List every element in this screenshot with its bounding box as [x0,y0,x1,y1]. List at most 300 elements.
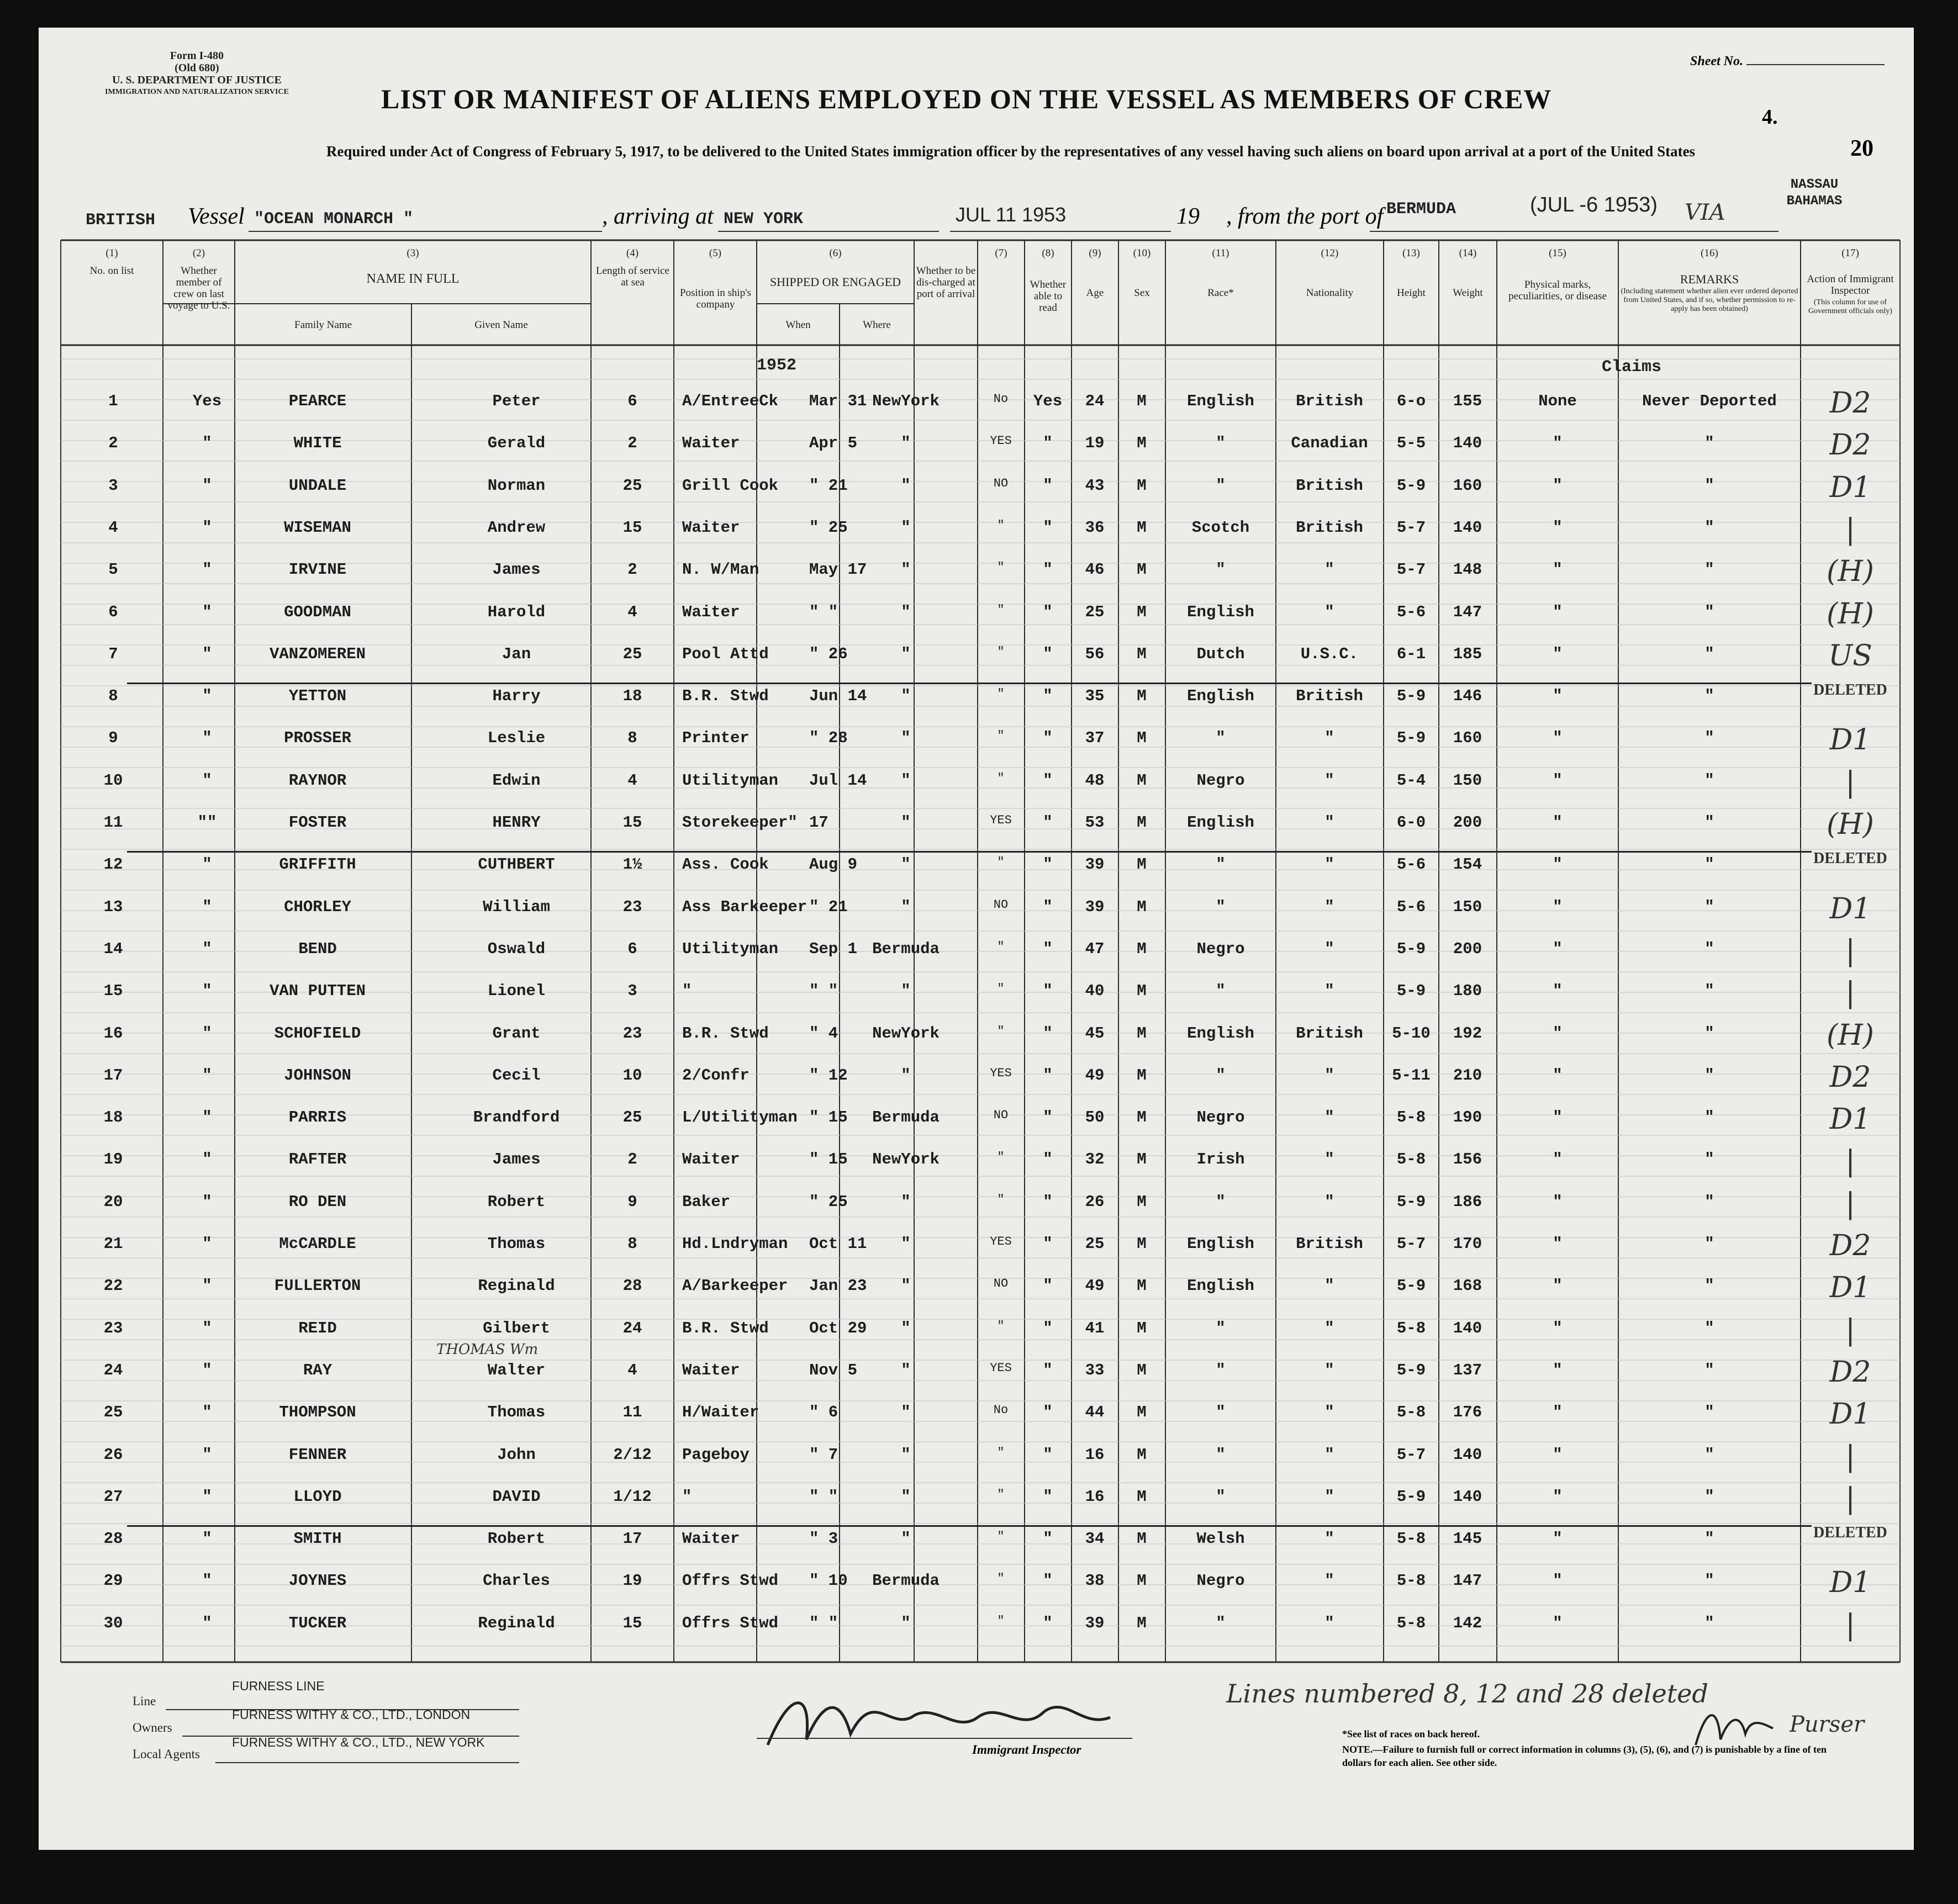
cell-sex: M [1137,729,1147,748]
cell-position: Baker [682,1192,731,1211]
cell-family: JOYNES [288,1572,347,1590]
cell-read: " [1043,602,1053,621]
header-shipped-engaged: SHIPPED OR ENGAGED [769,275,901,289]
cell-where: " [901,1530,911,1548]
cell-discharge: " [997,982,1005,996]
cell-position: Hd.Lndryman [682,1235,788,1253]
cell-weight: 140 [1453,434,1482,453]
cell-family: GOODMAN [284,602,351,621]
cell-when: Jan 23 [809,1277,867,1295]
cell-given: Gerald [487,434,546,453]
cell-position: Waiter [682,1361,740,1379]
cell-race: Negro [1196,939,1245,958]
cell-no: 15 [103,982,123,1001]
cell-given: Robert [487,1192,546,1211]
cell-height: 5-8 [1396,1319,1426,1337]
cell-sex: M [1137,982,1147,1001]
cell-height: 6-1 [1396,644,1426,663]
cell-sex: M [1137,1361,1147,1379]
cell-action: D1 [1829,1271,1871,1305]
column-number: (1) [105,247,118,259]
cell-crew: " [202,1614,212,1632]
column-number: (14) [1459,247,1477,259]
cell-position: Waiter [682,1530,740,1548]
cell-discharge: " [997,687,1005,701]
header-weight: Weight [1453,287,1483,299]
cell-sex: M [1137,644,1147,663]
cell-remarks: " [1704,1150,1714,1169]
cell-crew: " [202,1361,212,1379]
cell-service: 17 [622,1530,642,1548]
cell-action: | [1845,1608,1855,1642]
cell-age: 25 [1085,1235,1105,1253]
cell-discharge: NO [993,897,1009,912]
cell-race: " [1216,1319,1226,1337]
cell-nationality: " [1324,855,1334,874]
cell-age: 49 [1085,1066,1105,1085]
cell-family: RAYNOR [288,771,347,790]
cell-weight: 160 [1453,476,1482,495]
cell-no: 3 [108,476,118,495]
departure-port: BERMUDA [1386,200,1456,219]
cell-remarks: " [1704,434,1714,453]
cell-remarks: " [1704,1614,1714,1632]
cell-height: 5-9 [1396,1277,1426,1295]
arriving-label: , arriving at [602,204,714,229]
cell-weight: 140 [1453,1445,1482,1464]
cell-family: RAY [303,1361,333,1379]
cell-where: " [901,855,911,874]
cell-no: 13 [103,897,123,916]
cell-read: " [1043,1361,1053,1379]
cell-weight: 146 [1453,687,1482,706]
cell-crew: " [202,518,212,537]
cell-weight: 140 [1453,518,1482,537]
page-subtitle: Required under Act of Congress of February 5, 1917, to be delivered to the United States immigration officer by the representatives of any vessel having such aliens on board upon arrival at a port of the United States [326,143,1696,160]
cell-read: " [1043,1150,1053,1169]
from-port-label: , from the port of [1226,204,1384,229]
service-name: IMMIGRATION AND NATURALIZATION SERVICE [105,88,289,96]
cell-height: 5-4 [1396,771,1426,790]
form-number: Form I-480 [170,50,224,62]
shipped-year-note: 1952 [757,356,797,375]
cell-weight: 137 [1453,1361,1482,1379]
fine-note: NOTE.—Failure to furnish full or correct information in columns (3), (5), (6), and (7) is punishable by a fine of ten dollars for each alien. See other side. [1342,1744,1827,1768]
cell-family: WISEMAN [284,518,351,537]
cell-when: " 28 [809,729,848,748]
arrival-date-stamp: JUL 11 1953 [956,203,1067,226]
via-note: VIA [1685,200,1725,225]
cell-marks: " [1553,1572,1563,1590]
cell-height: 5-9 [1396,1192,1426,1211]
cell-family: SCHOFIELD [274,1024,361,1043]
cell-nationality: " [1324,897,1334,916]
deleted-lines-note: Lines numbered 8, 12 and 28 deleted [1226,1679,1708,1709]
cell-crew: " [202,1150,212,1169]
cell-given: Thomas [487,1403,546,1422]
year-label: 19 [1176,204,1200,229]
cell-service: 28 [622,1277,642,1295]
cell-weight: 150 [1453,897,1482,916]
cell-when: " 21 [809,476,848,495]
cell-no: 25 [103,1403,123,1422]
cell-action: DELETED [1813,850,1887,868]
cell-given: DAVID [492,1487,541,1506]
remarks-claims-note: Claims [1602,358,1662,377]
shipping-line: FURNESS LINE [232,1679,325,1693]
cell-crew: " [202,982,212,1001]
cell-remarks: " [1704,729,1714,748]
cell-crew: " [202,1319,212,1337]
cell-height: 5-8 [1396,1150,1426,1169]
via-port: NASSAU BAHAMAS [1786,177,1843,209]
cell-position: Ass. Cook [682,855,769,874]
cell-age: 19 [1085,434,1105,453]
cell-no: 19 [103,1150,123,1169]
cell-where: NewYork [872,1150,940,1169]
cell-remarks: " [1704,939,1714,958]
cell-where: " [901,476,911,495]
cell-marks: " [1553,1530,1563,1548]
cell-race: " [1216,1614,1226,1632]
purser-title: Purser [1790,1712,1865,1737]
cell-race: Dutch [1196,644,1245,663]
cell-marks: " [1553,644,1563,663]
cell-remarks: " [1704,1024,1714,1043]
cell-service: 19 [622,1572,642,1590]
cell-action: | [1845,1145,1855,1178]
cell-no: 8 [108,687,118,706]
cell-position: Waiter [682,602,740,621]
column-number: (9) [1089,247,1101,259]
cell-weight: 148 [1453,560,1482,579]
cell-given: Harry [492,687,541,706]
cell-remarks: Never Deported [1642,392,1777,410]
cell-where: Bermuda [872,1108,940,1127]
cell-discharge: " [997,729,1005,743]
cell-where: " [901,982,911,1001]
page-number: 20 [1850,136,1873,161]
cell-crew: " [202,1066,212,1085]
cell-age: 45 [1085,1024,1105,1043]
cell-position: A/Barkeeper [682,1277,788,1295]
cell-where: " [901,813,911,832]
cell-crew: Yes [192,392,222,410]
header-age: Age [1086,287,1104,299]
cell-service: 4 [627,602,637,621]
cell-weight: 145 [1453,1530,1482,1548]
cell-nationality: " [1324,982,1334,1001]
cell-weight: 160 [1453,729,1482,748]
cell-marks: " [1553,560,1563,579]
cell-marks: " [1553,813,1563,832]
cell-where: NewYork [872,392,940,410]
cell-height: 5-6 [1396,855,1426,874]
header-nationality: Nationality [1306,287,1354,299]
cell-race: Negro [1196,1108,1245,1127]
cell-marks: " [1553,1403,1563,1422]
cell-given: James [492,1150,541,1169]
cell-crew: " [202,855,212,874]
column-number: (15) [1549,247,1566,259]
cell-family: PEARCE [288,392,347,410]
cell-family: FULLERTON [274,1277,361,1295]
cell-discharge: NO [993,1108,1009,1123]
cell-crew: " [202,1235,212,1253]
cell-marks: " [1553,1192,1563,1211]
cell-family: WHITE [293,434,342,453]
cell-family: REID [298,1319,337,1337]
cell-action: D2 [1829,1355,1871,1389]
cell-age: 26 [1085,1192,1105,1211]
cell-nationality: British [1296,687,1363,706]
cell-service: 11 [622,1403,642,1422]
cell-height: 5-7 [1396,1445,1426,1464]
cell-crew: " [202,1403,212,1422]
header-discharged: Whether to be dis-charged at port of arrival [916,265,976,300]
cell-action: D1 [1829,892,1871,925]
cell-read: " [1043,560,1053,579]
cell-when: " 15 [809,1108,848,1127]
cell-nationality: " [1324,560,1334,579]
cell-race: Negro [1196,771,1245,790]
cell-remarks: " [1704,1445,1714,1464]
cell-discharge: YES [990,813,1012,827]
cell-height: 5-9 [1396,729,1426,748]
cell-family: THOMPSON [279,1403,356,1422]
departure-date-stamp: (JUL -6 1953) [1530,193,1658,216]
cell-service: 8 [627,1235,637,1253]
cell-read: " [1043,1530,1053,1548]
cell-position: B.R. Stwd [682,1319,769,1337]
cell-when: Jun 14 [809,687,867,706]
cell-height: 5-7 [1396,518,1426,537]
cell-action: D1 [1829,470,1871,504]
cell-nationality: British [1296,1024,1363,1043]
cell-action: DELETED [1813,681,1887,699]
column-number: (7) [995,247,1007,259]
cell-weight: 154 [1453,855,1482,874]
cell-age: 40 [1085,982,1105,1001]
cell-discharge: YES [990,1235,1012,1249]
cell-marks: " [1553,518,1563,537]
cell-sex: M [1137,476,1147,495]
form-old-number: (Old 680) [175,62,219,74]
cell-position: Waiter [682,434,740,453]
department-name: U. S. DEPARTMENT OF JUSTICE [112,74,282,86]
cell-read: " [1043,1277,1053,1295]
cell-family: RO DEN [288,1192,347,1211]
cell-race: " [1216,729,1226,748]
header-height: Height [1397,287,1426,299]
cell-race: English [1187,392,1254,410]
cell-crew: " [202,1572,212,1590]
cell-marks: " [1553,1235,1563,1253]
cell-where: " [901,1487,911,1506]
cell-position: " [682,982,692,1001]
cell-read: Yes [1033,392,1063,410]
cell-height: 5-11 [1392,1066,1431,1085]
cell-position: Grill Cook [682,476,779,495]
cell-no: 20 [103,1192,123,1211]
races-note: *See list of races on back hereof. [1342,1728,1480,1739]
cell-age: 49 [1085,1277,1105,1295]
cell-position: 2/Confr [682,1066,750,1085]
cell-service: 15 [622,518,642,537]
cell-position: Pool Attd [682,644,769,663]
cell-position: Offrs Stwd [682,1614,779,1632]
cell-crew: " [202,897,212,916]
cell-service: 2 [627,560,637,579]
local-agents-name: FURNESS WITHY & CO., LTD., NEW YORK [232,1735,485,1749]
cell-nationality: " [1324,1572,1334,1590]
cell-position: B.R. Stwd [682,687,769,706]
cell-family: BEND [298,939,337,958]
column-number: (4) [626,247,639,259]
cell-action: D2 [1829,1229,1871,1262]
cell-service: 2/12 [613,1445,652,1464]
header-shipped-when: When [785,319,811,331]
cell-discharge: " [997,1150,1005,1165]
cell-age: 41 [1085,1319,1105,1337]
cell-discharge: " [997,855,1005,870]
cell-nationality: " [1324,1487,1334,1506]
cell-service: 23 [622,897,642,916]
cell-family: YETTON [288,687,347,706]
cell-age: 35 [1085,687,1105,706]
cell-action: D1 [1829,1566,1871,1600]
cell-weight: 156 [1453,1150,1482,1169]
cell-position: B.R. Stwd [682,1024,769,1043]
cell-where: " [901,771,911,790]
cell-no: 26 [103,1445,123,1464]
cell-marks: " [1553,855,1563,874]
cell-height: 5-8 [1396,1530,1426,1548]
cell-read: " [1043,982,1053,1001]
cell-sex: M [1137,1487,1147,1506]
cell-when: " 25 [809,1192,848,1211]
cell-when: " 25 [809,518,848,537]
cell-read: " [1043,1445,1053,1464]
cell-discharge: " [997,1319,1005,1333]
cell-service: 2 [627,434,637,453]
cell-remarks: " [1704,602,1714,621]
cell-given: Brandford [473,1108,560,1127]
vessel-label: Vessel [188,204,245,229]
cell-crew: " [202,644,212,663]
cell-given: Oswald [487,939,546,958]
cell-marks: " [1553,897,1563,916]
cell-family: UNDALE [288,476,347,495]
given-name-correction: THOMAS Wm [436,1341,539,1358]
cell-no: 5 [108,560,118,579]
cell-when: " 6 [809,1403,838,1422]
cell-weight: 192 [1453,1024,1482,1043]
cell-where: " [901,1445,911,1464]
cell-crew: " [202,434,212,453]
cell-age: 16 [1085,1445,1105,1464]
cell-given: Reginald [478,1277,555,1295]
cell-where: " [901,897,911,916]
cell-no: 9 [108,729,118,748]
cell-action: (H) [1827,1018,1874,1052]
cell-nationality: " [1324,939,1334,958]
cell-service: 25 [622,476,642,495]
cell-race: Irish [1196,1150,1245,1169]
cell-sex: M [1137,1403,1147,1422]
cell-nationality: U.S.C. [1300,644,1359,663]
header-given-name: Given Name [474,319,528,331]
cell-discharge: " [997,1192,1005,1207]
cell-family: VANZOMEREN [269,644,366,663]
cell-family: FENNER [288,1445,347,1464]
cell-read: " [1043,1403,1053,1422]
cell-weight: 180 [1453,982,1482,1001]
cell-action: | [1845,934,1855,967]
cell-height: 5-9 [1396,982,1426,1001]
cell-no: 12 [103,855,123,874]
cell-sex: M [1137,897,1147,916]
cell-given: Robert [487,1530,546,1548]
cell-no: 28 [103,1530,123,1548]
cell-no: 7 [108,644,118,663]
cell-family: PROSSER [284,729,351,748]
manifest-sheet [39,28,1914,1850]
cell-sex: M [1137,1150,1147,1169]
cell-height: 5-7 [1396,1235,1426,1253]
cell-family: GRIFFITH [279,855,356,874]
cell-service: 23 [622,1024,642,1043]
cell-remarks: " [1704,1572,1714,1590]
cell-race: " [1216,982,1226,1001]
cell-remarks: " [1704,1361,1714,1379]
cell-no: 27 [103,1487,123,1506]
cell-marks: " [1553,1487,1563,1506]
cell-no: 30 [103,1614,123,1632]
cell-weight: 200 [1453,813,1482,832]
cell-age: 53 [1085,813,1105,832]
cell-race: " [1216,1361,1226,1379]
header-crew-last-voyage: Whether member of crew on last voyage to U.S. [167,265,230,311]
cell-when: " 3 [809,1530,838,1548]
cell-sex: M [1137,1024,1147,1043]
cell-no: 17 [103,1066,123,1085]
deleted-strike-line [127,683,1812,684]
cell-age: 37 [1085,729,1105,748]
cell-given: Norman [487,476,546,495]
cell-nationality: British [1296,392,1363,410]
column-number: (6) [829,247,842,259]
cell-weight: 190 [1453,1108,1482,1127]
cell-remarks: " [1704,560,1714,579]
cell-remarks: " [1704,1066,1714,1085]
cell-read: " [1043,939,1053,958]
cell-nationality: " [1324,729,1334,748]
cell-no: 21 [103,1235,123,1253]
cell-marks: " [1553,729,1563,748]
cell-action: (H) [1827,597,1874,631]
header-remarks: REMARKS [1680,272,1739,286]
cell-sex: M [1137,1319,1147,1337]
cell-remarks: " [1704,1530,1714,1548]
cell-given: Walter [487,1361,546,1379]
sheet-number-label: Sheet No. [1690,54,1743,68]
cell-discharge: YES [990,1066,1012,1080]
cell-remarks: " [1704,644,1714,663]
cell-action: DELETED [1813,1524,1887,1542]
cell-given: Charles [483,1572,550,1590]
cell-sex: M [1137,1572,1147,1590]
